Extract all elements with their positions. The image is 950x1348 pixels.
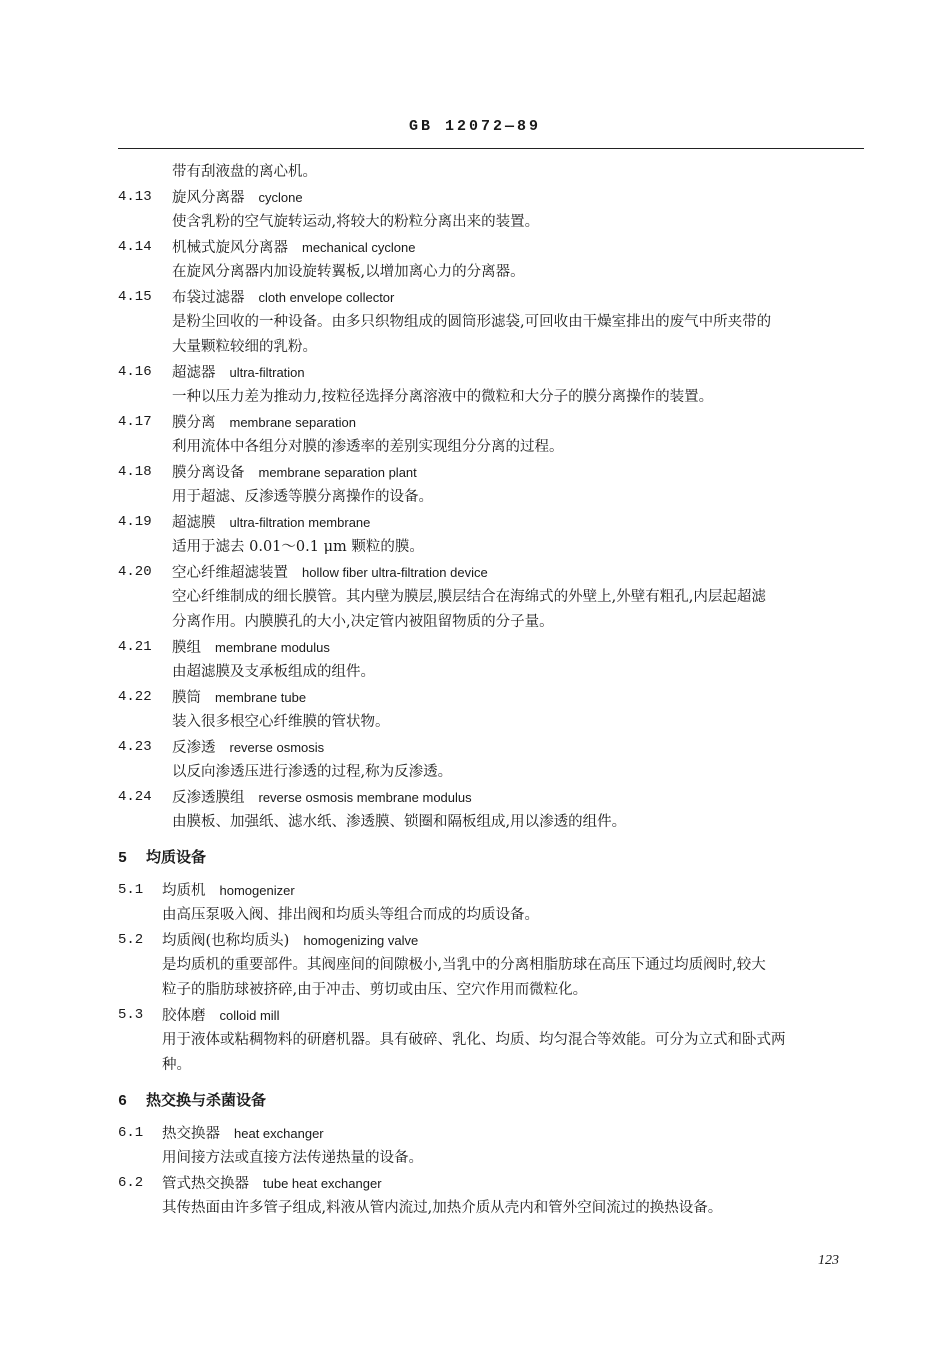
term-chinese: 反渗透膜组 xyxy=(172,790,245,806)
standard-header: GB 12072—89 xyxy=(408,118,542,135)
section-title: 均质设备 xyxy=(146,848,207,866)
term-entry xyxy=(118,1003,878,1028)
term-definition: 由膜板、加强纸、滤水纸、渗透膜、锁圈和隔板组成,用以渗透的组件。 xyxy=(172,814,627,830)
term-english: homogenizing valve xyxy=(303,933,419,948)
term-chinese: 旋风分离器 xyxy=(172,190,245,206)
term-english: homogenizer xyxy=(219,883,295,898)
term-chinese: 膜组 xyxy=(172,640,201,656)
term-definition: 分离作用。内膜膜孔的大小,决定管内被阻留物质的分子量。 xyxy=(172,614,554,630)
term-definition: 装入很多根空心纤维膜的管状物。 xyxy=(172,714,390,730)
term-definition: 利用流体中各组分对膜的渗透率的差别实现组分分离的过程。 xyxy=(172,439,564,455)
term-english: cloth envelope collector xyxy=(258,290,395,305)
term-english: membrane separation xyxy=(229,415,356,430)
term-number: 4.19 xyxy=(118,514,152,530)
term-english: reverse osmosis xyxy=(229,740,325,755)
term-entry xyxy=(118,460,878,485)
section-title: 热交换与杀菌设备 xyxy=(146,1091,267,1109)
term-chinese: 管式热交换器 xyxy=(162,1176,249,1192)
term-english: reverse osmosis membrane modulus xyxy=(258,790,472,805)
term-english: membrane tube xyxy=(215,690,307,705)
term-number: 4.17 xyxy=(118,414,152,430)
term-chinese: 膜筒 xyxy=(172,690,201,706)
term-english: ultra-filtration membrane xyxy=(229,515,371,530)
section-6-heading xyxy=(118,1088,878,1113)
term-entry xyxy=(118,785,878,810)
term-english: mechanical cyclone xyxy=(302,240,416,255)
term-entry xyxy=(118,1171,878,1196)
page-number: 123 xyxy=(818,1253,839,1268)
term-definition: 用于液体或粘稠物料的研磨机器。具有破碎、乳化、均质、均匀混合等效能。可分为立式和卧式两 xyxy=(162,1032,786,1048)
term-definition: 种。 xyxy=(162,1057,191,1073)
term-entry xyxy=(118,735,878,760)
term-english: membrane modulus xyxy=(215,640,330,655)
term-definition: 由超滤膜及支承板组成的组件。 xyxy=(172,664,375,680)
term-entry xyxy=(118,510,878,535)
term-entry xyxy=(118,878,878,903)
term-definition: 空心纤维制成的细长膜管。其内壁为膜层,膜层结合在海绵式的外壁上,外壁有粗孔,内层起超滤 xyxy=(172,589,766,605)
term-entry xyxy=(118,560,878,585)
term-chinese: 胶体磨 xyxy=(162,1008,206,1024)
term-number: 4.18 xyxy=(118,464,152,480)
term-chinese: 热交换器 xyxy=(162,1126,220,1142)
term-entry xyxy=(118,635,878,660)
term-english: hollow fiber ultra-filtration device xyxy=(302,565,488,580)
term-entry xyxy=(118,360,878,385)
section-6-entries xyxy=(118,1121,878,1221)
term-definition: 粒子的脂肪球被挤碎,由于冲击、剪切或由压、空穴作用而微粒化。 xyxy=(162,982,588,998)
term-number: 6.1 xyxy=(118,1125,144,1141)
term-definition: 适用于滤去 0.01～0.1 μm 颗粒的膜。 xyxy=(172,539,424,555)
term-chinese: 反渗透 xyxy=(172,740,216,756)
term-chinese: 机械式旋风分离器 xyxy=(172,240,288,256)
term-entry xyxy=(118,1121,878,1146)
term-number: 5.3 xyxy=(118,1007,144,1023)
term-number: 4.21 xyxy=(118,639,152,655)
term-english: cyclone xyxy=(258,190,303,205)
term-chinese: 膜分离设备 xyxy=(172,465,245,481)
term-number: 4.20 xyxy=(118,564,152,580)
term-definition: 是均质机的重要部件。其阀座间的间隙极小,当乳中的分离相脂肪球在高压下通过均质阀时,较大 xyxy=(162,957,766,973)
term-chinese: 均质阀(也称均质头) xyxy=(162,933,290,949)
continuation-text: 带有刮液盘的离心机。 xyxy=(172,164,317,180)
term-number: 5.2 xyxy=(118,932,144,948)
term-entry xyxy=(118,185,878,210)
term-english: membrane separation plant xyxy=(258,465,417,480)
term-english: heat exchanger xyxy=(234,1126,324,1141)
term-chinese: 布袋过滤器 xyxy=(172,290,245,306)
term-number: 4.14 xyxy=(118,239,152,255)
term-entry xyxy=(118,235,878,260)
term-entry xyxy=(118,410,878,435)
term-chinese: 超滤膜 xyxy=(172,515,216,531)
term-definition: 大量颗粒较细的乳粉。 xyxy=(172,339,317,355)
term-chinese: 超滤器 xyxy=(172,365,216,381)
term-entry xyxy=(118,928,878,953)
term-number: 4.13 xyxy=(118,189,152,205)
term-definition: 是粉尘回收的一种设备。由多只织物组成的圆筒形滤袋,可回收由干燥室排出的废气中所夹带的 xyxy=(172,314,772,330)
term-english: ultra-filtration xyxy=(229,365,305,380)
term-number: 4.16 xyxy=(118,364,152,380)
term-definition: 用间接方法或直接方法传递热量的设备。 xyxy=(162,1150,423,1166)
term-english: colloid mill xyxy=(219,1008,280,1023)
term-definition: 用于超滤、反渗透等膜分离操作的设备。 xyxy=(172,489,433,505)
term-number: 5.1 xyxy=(118,882,144,898)
term-number: 4.22 xyxy=(118,689,152,705)
term-chinese: 均质机 xyxy=(162,883,206,899)
term-entry xyxy=(118,685,878,710)
term-definition: 其传热面由许多管子组成,料液从管内流过,加热介质从壳内和管外空间流过的换热设备。 xyxy=(162,1200,723,1216)
term-definition: 由高压泵吸入阀、排出阀和均质头等组合而成的均质设备。 xyxy=(162,907,539,923)
section-number: 6 xyxy=(118,1093,128,1110)
term-number: 4.15 xyxy=(118,289,152,305)
header-rule xyxy=(118,148,864,149)
term-definition: 在旋风分离器内加设旋转翼板,以增加离心力的分离器。 xyxy=(172,264,525,280)
section-5-entries xyxy=(118,878,878,1078)
term-definition: 一种以压力差为推动力,按粒径选择分离溶液中的微粒和大分子的膜分离操作的装置。 xyxy=(172,389,714,405)
term-chinese: 空心纤维超滤装置 xyxy=(172,565,288,581)
term-english: tube heat exchanger xyxy=(263,1176,382,1191)
term-definition: 使含乳粉的空气旋转运动,将较大的粉粒分离出来的装置。 xyxy=(172,214,540,230)
section-4-entries xyxy=(118,185,878,835)
section-5-heading xyxy=(118,845,878,870)
term-entry xyxy=(118,285,878,310)
term-chinese: 膜分离 xyxy=(172,415,216,431)
document-body xyxy=(118,160,878,1221)
term-number: 4.24 xyxy=(118,789,152,805)
term-definition: 以反向渗透压进行渗透的过程,称为反渗透。 xyxy=(172,764,453,780)
section-number: 5 xyxy=(118,850,128,867)
term-number: 6.2 xyxy=(118,1175,144,1191)
term-number: 4.23 xyxy=(118,739,152,755)
